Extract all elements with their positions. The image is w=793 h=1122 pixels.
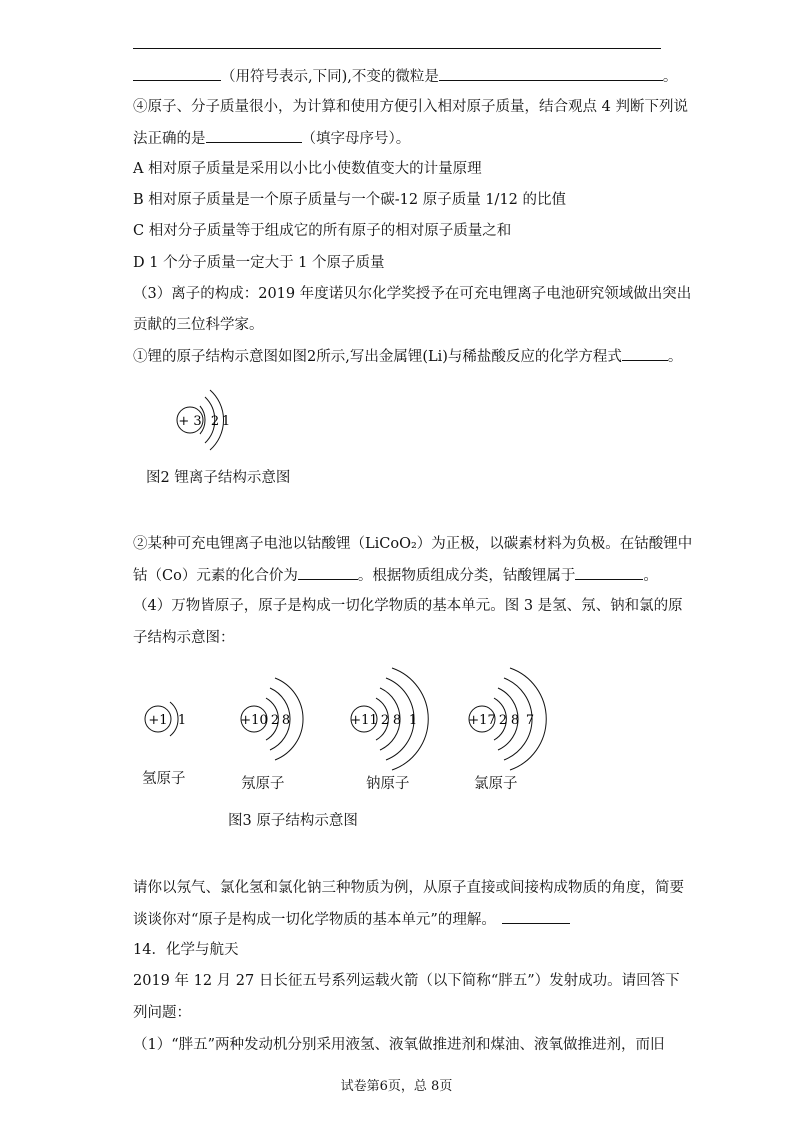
chlorine-label: 氯原子 bbox=[474, 776, 518, 792]
paragraph-4-line-2: 子结构示意图： bbox=[133, 630, 235, 646]
nucleus-charge: +17 bbox=[468, 713, 496, 728]
answer-blank[interactable] bbox=[298, 565, 358, 580]
answer-blank[interactable] bbox=[575, 565, 643, 580]
shell-electron-count: 8 bbox=[392, 713, 402, 728]
text-segment: 。根据物质组成分类，钴酸锂属于 bbox=[357, 568, 576, 584]
nucleus-charge: +10 bbox=[240, 713, 268, 728]
line-2: ④原子、分子质量很小，为计算和使用方便引入相对原子质量，结合观点 4 判断下列说 bbox=[133, 99, 688, 115]
question-line-2 bbox=[133, 909, 570, 930]
text-segment: 钴（Co）元素的化合价为 bbox=[133, 568, 298, 584]
section-14-line-2: 列问题： bbox=[133, 1005, 191, 1021]
figure-2-caption: 图2 锂离子结构示意图 bbox=[146, 470, 291, 486]
text-segment: 。 bbox=[662, 69, 678, 85]
neon-diagram bbox=[240, 678, 303, 760]
nucleus-charge: + 3 bbox=[178, 414, 202, 429]
answer-blank[interactable] bbox=[206, 128, 302, 143]
shell-electron-count: 1 bbox=[177, 713, 187, 728]
paragraph-3-line-5 bbox=[133, 565, 658, 586]
lithium-structure-diagram bbox=[160, 384, 280, 464]
shell-electron-count: 2 bbox=[498, 713, 508, 728]
top-rule bbox=[133, 48, 661, 49]
figure-3-caption: 图3 原子结构示意图 bbox=[228, 813, 358, 829]
paragraph-4-line-1: （4）万物皆原子，原子是构成一切化学物质的基本单元。图 3 是氢、氖、钠和氯的原 bbox=[133, 598, 683, 614]
section-14-line-3: （1）“胖五”两种发动机分别采用液氢、液氧做推进剂和煤油、液氧做推进剂，而旧 bbox=[133, 1037, 665, 1053]
text-segment: 法正确的是 bbox=[133, 131, 206, 147]
nucleus-charge: +1 bbox=[148, 713, 168, 728]
paragraph-3-line-2: 贡献的三位科学家。 bbox=[133, 317, 264, 333]
shell-electron-count: 1 bbox=[408, 713, 418, 728]
page-footer: 试卷第6页，总 8页 bbox=[340, 1079, 453, 1094]
hydrogen-diagram bbox=[145, 702, 186, 736]
answer-blank[interactable] bbox=[502, 909, 570, 924]
paragraph-3-line-4: ②某种可充电锂离子电池以钴酸锂（LiCoO₂）为正极，以碳素材料为负极。在钴酸锂中 bbox=[133, 536, 693, 552]
shell-electron-count: 8 bbox=[510, 713, 520, 728]
answer-blank[interactable] bbox=[439, 66, 663, 81]
text-segment: （填字母序号）。 bbox=[301, 131, 411, 147]
section-14-title: 14．化学与航天 bbox=[133, 942, 239, 958]
shell-electron-count: 2 bbox=[210, 414, 220, 429]
option-a: A 相对原子质量是采用以小比小使数值变大的计量原理 bbox=[133, 161, 482, 177]
answer-blank[interactable] bbox=[133, 66, 221, 81]
text-segment: 谈谈你对“原子是构成一切化学物质的基本单元”的理解。 bbox=[133, 912, 496, 928]
hydrogen-label: 氢原子 bbox=[142, 771, 186, 787]
sodium-label: 钠原子 bbox=[366, 776, 410, 792]
shell-electron-count: 8 bbox=[281, 713, 291, 728]
section-14-line-1: 2019 年 12 月 27 日长征五号系列运载火箭（以下简称“胖五”）发射成功。请回答下 bbox=[133, 973, 680, 989]
shell-electron-count: 1 bbox=[221, 414, 231, 429]
neon-label: 氖原子 bbox=[241, 776, 285, 792]
paragraph-3-line-1: （3）离子的构成：2019 年度诺贝尔化学奖授予在可充电锂离子电池研究领域做出突出 bbox=[133, 286, 692, 302]
line-1 bbox=[133, 66, 677, 87]
shell-electron-count: 7 bbox=[525, 713, 535, 728]
option-b: B 相对原子质量是一个原子质量与一个碳-12 原子质量 1/12 的比值 bbox=[133, 192, 567, 208]
question-line-1: 请你以氖气、氯化氢和氯化钠三种物质为例，从原子直接或间接构成物质的角度，简要 bbox=[133, 880, 684, 896]
paragraph-3-line-3 bbox=[133, 346, 682, 367]
line-3 bbox=[133, 128, 410, 149]
nucleus-charge: +11 bbox=[350, 713, 378, 728]
chlorine-diagram bbox=[468, 668, 546, 770]
text-segment: 。 bbox=[667, 349, 683, 365]
option-d: D 1 个分子质量一定大于 1 个原子质量 bbox=[133, 255, 385, 271]
shell-electron-count: 2 bbox=[270, 713, 280, 728]
text-segment: （用符号表示,下同),不变的微粒是 bbox=[221, 69, 439, 85]
shell-electron-count: 2 bbox=[380, 713, 390, 728]
text-segment: ①锂的原子结构示意图如图2所示,写出金属锂(Li)与稀盐酸反应的化学方程式 bbox=[133, 349, 622, 365]
text-segment: 。 bbox=[643, 568, 658, 584]
answer-blank[interactable] bbox=[622, 346, 668, 361]
sodium-diagram bbox=[350, 668, 428, 770]
option-c: C 相对分子质量等于组成它的所有原子的相对原子质量之和 bbox=[133, 223, 512, 239]
